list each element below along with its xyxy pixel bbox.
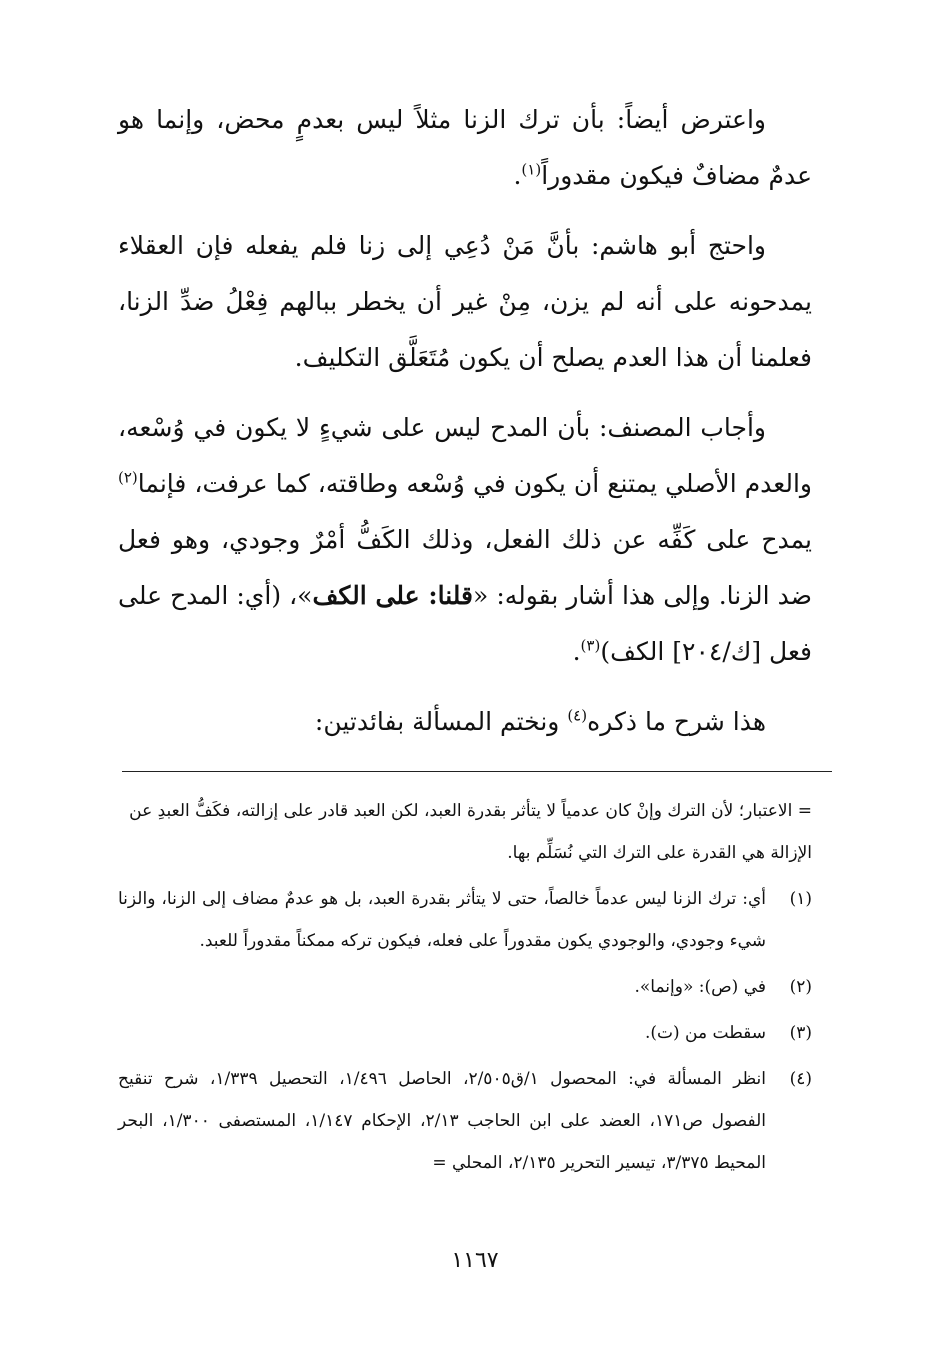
footnote-ref-3[interactable]: (٣) <box>580 636 601 655</box>
footnote-number: (٤) <box>789 1069 812 1089</box>
footnote-ref-1[interactable]: (١) <box>521 160 542 179</box>
footnote-number: (٣) <box>789 1023 812 1043</box>
footnote-1 <box>118 878 812 962</box>
footnotes <box>118 790 812 1188</box>
footnote-text: أي: ترك الزنا ليس عدماً خالصاً، حتى لا يتأثر بقدرة العبد، بل هو عدمٌ مضاف إلى الزنا، والزنا شيء وجودي، والوجودي يكون مقدوراً على فعله، فيكون تركه ممكناً مقدوراً للعبد. <box>118 889 766 951</box>
quoted-matn: قلنا: على الكف <box>312 581 473 610</box>
footnote-text: سقطت من (ت). <box>644 1023 766 1043</box>
footnote-ref-4[interactable]: (٤) <box>567 706 588 725</box>
footnote-2 <box>118 966 812 1008</box>
paragraph-closing: هذا شرح ما ذكره$^{(٤)}$ ونختم المسألة بفائدتين: <box>314 706 766 736</box>
footnote-4 <box>118 1058 812 1184</box>
footnote-number: (١) <box>789 889 812 909</box>
footnote-number: (٢) <box>789 977 812 997</box>
paragraph-abu-hashim: واحتج أبو هاشم: بأنَّ مَنْ دُعِي إلى زنا فلم يفعله فإن العقلاء يمدحونه على أنه لم يزن، مِنْ غير أن يخطر ببالهم فِعْلُ ضدِّ الزنا، فعلمنا أن هذا العدم يصلح أن يكون مُتَعَلَّق التكليف. <box>118 231 812 372</box>
paragraph-author-answer: وأجاب المصنف: بأن المدح ليس على شيءٍ لا يكون في وُسْعه، والعدم الأصلي يمتنع أن يكون في وُسْعه وطاقته، كما عرفت، فإنما$^{(٢)}$ يمدح على كَفِّه عن ذلك الفعل، وذلك الكَفُّ أمْرٌ وجودي، وهو فعل ضد الزنا. وإلى هذا أشار بقوله: «قلنا: على الكف»، (أي: المدح على فعل [ك/٢٠٤] الكف)$^{(٣)}$. <box>118 413 813 666</box>
footnote-continuation: = الاعتبار؛ لأن الترك وإنْ كان عدمياً لا يتأثر بقدرة العبد، لكن العبد قادر على إزالته، فكَفُّ العبدِ عن الإزالة هي القدرة على الترك التي نُسَلِّم بها. <box>129 801 812 863</box>
paragraph-objection: واعترض أيضاً: بأن ترك الزنا مثلاً ليس بعدمٍ محض، وإنما هو عدمٌ مضافٌ فيكون مقدوراً$^{(١)}$. <box>118 105 812 190</box>
main-text <box>118 92 812 750</box>
footnote-separator <box>122 771 832 772</box>
footnote-ref-2[interactable]: (٢) <box>118 468 138 487</box>
footnote-text: في (ص): «وإنما». <box>634 977 766 997</box>
page-number: ١١٦٧ <box>451 1248 499 1273</box>
footnote-text: انظر المسألة في: المحصول ١/ق٢/٥٠٥، الحاصل ١/٤٩٦، التحصيل ١/٣٣٩، شرح تنقيح الفصول ص١٧١، العضد على ابن الحاجب ٢/١٣، الإحكام ١/١٤٧، المستصفى ١/٣٠٠، البحر المحيط ٣/٣٧٥، تيسير التحرير ٢/١٣٥، المحلي = <box>118 1069 766 1173</box>
footnote-3 <box>118 1012 812 1054</box>
